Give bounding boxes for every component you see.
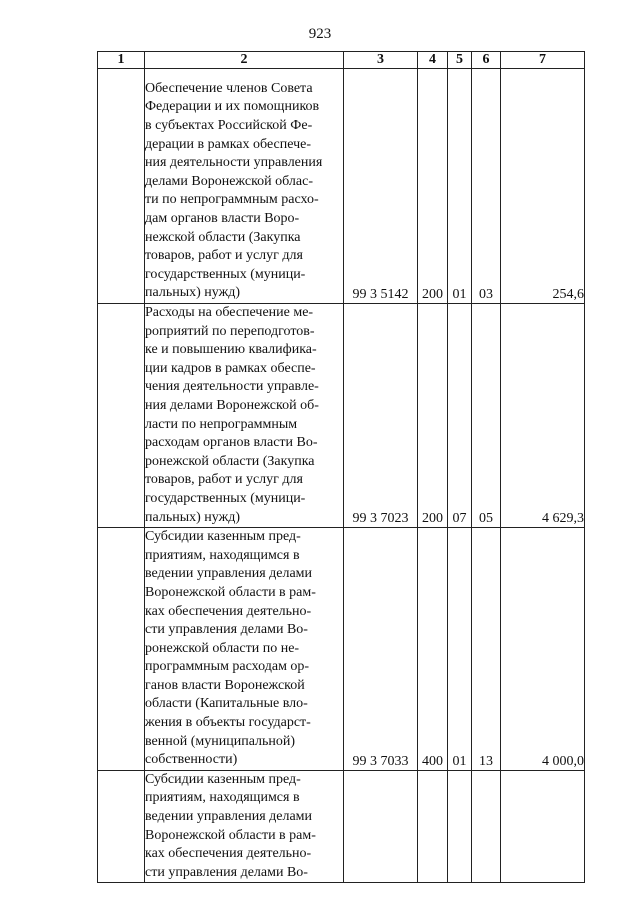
column-header: 3 — [344, 52, 418, 69]
column-header: 5 — [448, 52, 472, 69]
row-number-cell — [98, 304, 145, 528]
section-cell: 01 — [448, 528, 472, 771]
description-cell: Расходы на обеспечение ме- роприятий по переподготов- ке и повышению квалифика- ции кадров в рамках обеспе- чения деятельности управле- ния делами Воронежской об- ласти по непрограммным расходам органов власти Во- ронежской области (Закупка товаров, работ и услуг для государственных (муници- пальных) нужд) — [145, 304, 344, 528]
column-header: 7 — [501, 52, 585, 69]
header-row — [98, 52, 585, 69]
row-number-cell — [98, 69, 145, 304]
column-header: 2 — [145, 52, 344, 69]
table-row — [98, 528, 585, 771]
budget-table — [97, 51, 585, 883]
table-row — [98, 770, 585, 883]
target-code-cell: 99 3 5142 — [344, 69, 418, 304]
table-row — [98, 304, 585, 528]
column-header: 6 — [472, 52, 501, 69]
row-number-cell — [98, 528, 145, 771]
row-number-cell — [98, 770, 145, 883]
target-code-cell: 99 3 7023 — [344, 304, 418, 528]
amount-cell — [501, 770, 585, 883]
expense-type-cell: 200 — [418, 304, 448, 528]
target-code-cell — [344, 770, 418, 883]
amount-cell: 254,6 — [501, 69, 585, 304]
subsection-cell — [472, 770, 501, 883]
target-code-cell: 99 3 7033 — [344, 528, 418, 771]
section-cell: 07 — [448, 304, 472, 528]
amount-cell: 4 629,3 — [501, 304, 585, 528]
expense-type-cell — [418, 770, 448, 883]
section-cell: 01 — [448, 69, 472, 304]
expense-type-cell: 200 — [418, 69, 448, 304]
section-cell — [448, 770, 472, 883]
subsection-cell: 03 — [472, 69, 501, 304]
table-row — [98, 69, 585, 304]
description-cell: Обеспечение членов Совета Федерации и их помощников в субъектах Российской Фе- дерации в рамках обеспече- ния деятельности управления делами Воронежской облас- ти по непрограммным расхо- дам органов власти Воро- нежской области (Закупка товаров, работ и услуг для государственных (муници- пальных) нужд) — [145, 69, 344, 304]
expense-type-cell: 400 — [418, 528, 448, 771]
column-header: 1 — [98, 52, 145, 69]
amount-cell: 4 000,0 — [501, 528, 585, 771]
column-header: 4 — [418, 52, 448, 69]
description-cell: Субсидии казенным пред- приятиям, находящимся в ведении управления делами Воронежской области в рам- ках обеспечения деятельно- сти управления делами Во- — [145, 770, 344, 883]
subsection-cell: 05 — [472, 304, 501, 528]
subsection-cell: 13 — [472, 528, 501, 771]
page-number: 923 — [308, 26, 332, 42]
description-cell: Субсидии казенным пред- приятиям, находящимся в ведении управления делами Воронежской области в рам- ках обеспечения деятельно- сти управления делами Во- ронежской области по не- программным расходам ор- ганов власти Воронежской области (Капитальные вло- жения в объекты государст- венной (муниципальной) собственности) — [145, 528, 344, 771]
